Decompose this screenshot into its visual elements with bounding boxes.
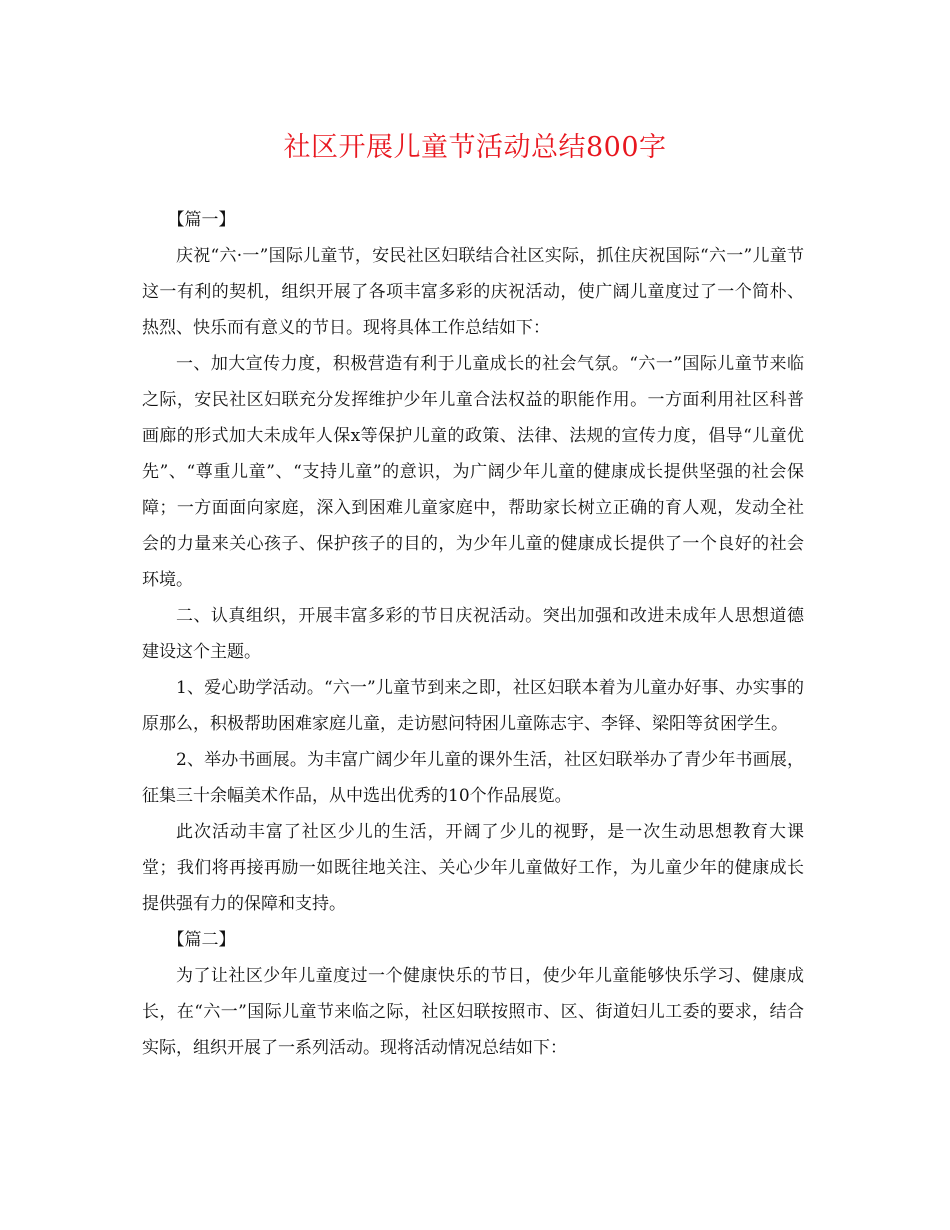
paragraph-intro: 庆祝“六·一”国际儿童节，安民社区妇联结合社区实际，抓住庆祝国际“六一”儿童节这一有利的契机，组织开展了各项丰富多彩的庆祝活动，使广阔儿童度过了一个简朴、热烈、快乐而有意义的节日。现将具体工作总结如下：	[142, 246, 804, 338]
paragraph-activity-2: 2、举办书画展。为丰富广阔少年儿童的课外生活，社区妇联举办了青少年书画展，征集三十余幅美术作品，从中选出优秀的10个作品展览。	[142, 750, 804, 806]
paragraph-point-2: 二、认真组织，开展丰富多彩的节日庆祝活动。突出加强和改进未成年人思想道德建设这个主题。	[142, 606, 804, 662]
document-title: 社区开展儿童节活动总结800字	[283, 132, 667, 163]
paragraph-section-2-intro: 为了让社区少年儿童度过一个健康快乐的节日，使少年儿童能够快乐学习、健康成长，在“六一”国际儿童节来临之际，社区妇联按照市、区、街道妇儿工委的要求，结合实际，组织开展了一系列活动。现将活动情况总结如下：	[142, 966, 804, 1058]
section-heading-2: 【篇二】	[167, 930, 236, 950]
paragraph-point-1: 一、加大宣传力度，积极营造有利于儿童成长的社会气氛。“六一”国际儿童节来临之际，安民社区妇联充分发挥维护少年儿童合法权益的职能作用。一方面利用社区科普画廊的形式加大未成年人保x等保护儿童的政策、法律、法规的宣传力度，倡导“儿童优先”、“尊重儿童”、“支持儿童”的意识，为广阔少年儿童的健康成长提供坚强的社会保障；一方面面向家庭，深入到困难儿童家庭中，帮助家长树立正确的育人观，发动全社会的力量来关心孩子、保护孩子的目的，为少年儿童的健康成长提供了一个良好的社会环境。	[142, 354, 804, 590]
paragraph-conclusion: 此次活动丰富了社区少儿的生活，开阔了少儿的视野，是一次生动思想教育大课堂；我们将再接再励一如既往地关注、关心少年儿童做好工作，为儿童少年的健康成长提供强有力的保障和支持。	[142, 822, 804, 914]
paragraph-activity-1: 1、爱心助学活动。“六一”儿童节到来之即，社区妇联本着为儿童办好事、办实事的原那么，积极帮助困难家庭儿童，走访慰问特困儿童陈志宇、李铎、梁阳等贫困学生。	[142, 678, 804, 734]
document-body	[142, 202, 804, 1066]
section-heading-1: 【篇一】	[167, 210, 236, 230]
